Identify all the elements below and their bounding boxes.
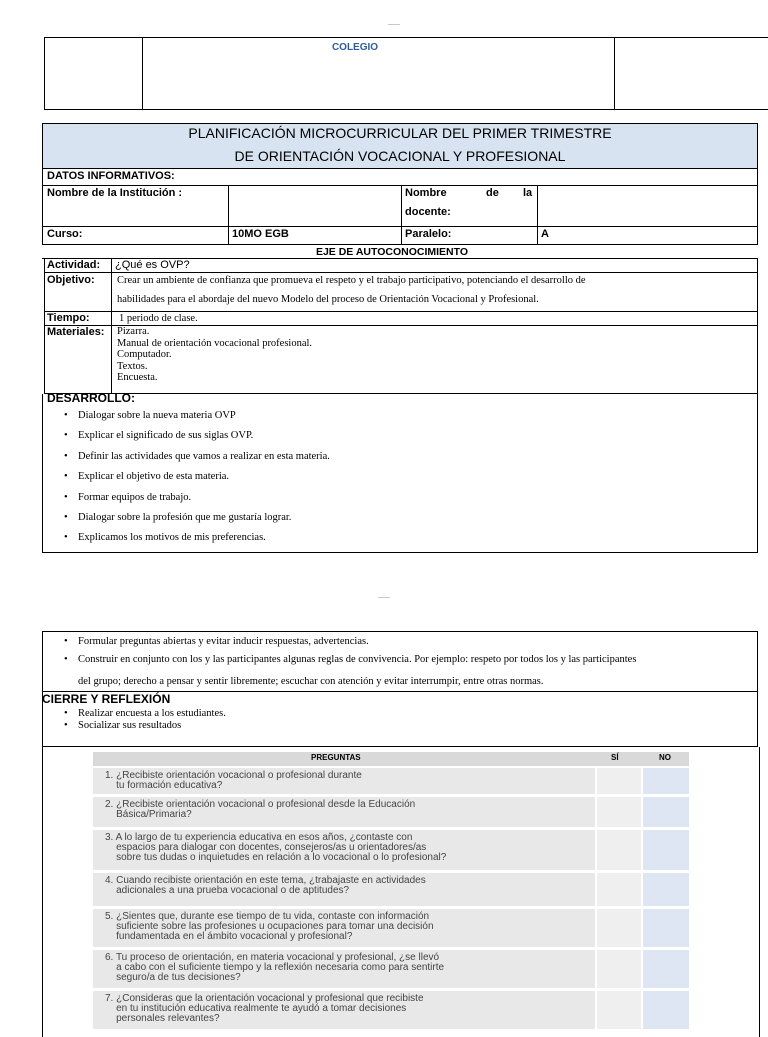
survey-question: 7. ¿Consideras que la orientación vocacional y profesional que recibiste en tu institución educativa realmente te ayudó a tomar decisiones personales relevantes? [105, 993, 424, 1024]
objetivo-line1: Crear un ambiente de confianza que promueva el respeto y el trabajo participativo, potenciando el desarrollo de [117, 275, 586, 286]
materiales-item: Pizarra. [117, 326, 150, 337]
page-separator [388, 24, 400, 25]
cierre-list [58, 708, 226, 732]
answer-no-cell[interactable] [643, 950, 689, 988]
table-row [93, 768, 689, 796]
survey-question: 2. ¿Recibiste orientación vocacional o profesional desde la Educación Básica/Primaria? [105, 799, 416, 820]
col-no: NO [659, 753, 671, 762]
docente-label-nombre: Nombre [405, 187, 447, 199]
answer-si-cell[interactable] [597, 909, 641, 947]
answer-no-cell[interactable] [643, 797, 689, 827]
answer-si-cell[interactable] [597, 950, 641, 988]
cierre-label: CIERRE Y REFLEXIÓN [42, 692, 171, 706]
survey-question: 3. A lo largo de tu experiencia educativa en esos años, ¿contaste con espacios para dialogar con docentes, consejeros/as u orientadores/as sobre tus dudas o inquietudes en relación a lo vocacional o lo profesional? [105, 832, 447, 863]
answer-no-cell[interactable] [643, 830, 689, 870]
curso-value: 10MO EGB [232, 228, 289, 240]
table-row [93, 830, 689, 872]
tiempo-value: 1 periodo de clase. [119, 313, 198, 324]
answer-no-cell[interactable] [643, 873, 689, 906]
institucion-label: Nombre de la Institución : [47, 187, 183, 199]
curso-label: Curso: [47, 228, 83, 240]
table-row [93, 797, 689, 829]
paralelo-label: Paralelo: [405, 228, 452, 240]
plan-title-line1: PLANIFICACIÓN MICROCURRICULAR DEL PRIMER TRIMESTRE [188, 125, 612, 141]
survey-header [93, 752, 689, 766]
answer-si-cell[interactable] [597, 797, 641, 827]
survey-question: 1. ¿Recibiste orientación vocacional o profesional durante tu formación educativa? [105, 770, 362, 791]
paralelo-value: A [541, 228, 549, 240]
page2-list [58, 633, 636, 669]
survey-question: 4. Cuando recibiste orientación en este tema, ¿trabajaste en actividades adicionales a una prueba vocacional o de aptitudes? [105, 875, 426, 896]
materiales-item: Manual de orientación vocacional profesional. [117, 337, 313, 349]
list-item: • Formar equipos de trabajo. [58, 488, 330, 508]
desarrollo-list [58, 406, 330, 549]
list-item: • Dialogar sobre la nueva materia OVP [58, 406, 330, 426]
objetivo-label: Objetivo: [47, 274, 95, 286]
table-row [93, 950, 689, 990]
materiales-item: Textos. [117, 360, 148, 372]
desarrollo-label: DESARROLLO: [47, 391, 135, 405]
materiales-label: Materiales: [47, 326, 105, 338]
answer-si-cell[interactable] [597, 991, 641, 1029]
materiales-item: Encuesta. [117, 372, 158, 383]
list-item: • Definir las actividades que vamos a realizar en esta materia. [58, 447, 330, 467]
materiales-list [117, 326, 312, 384]
answer-no-cell[interactable] [643, 768, 689, 794]
col-preguntas: PREGUNTAS [311, 753, 361, 762]
col-si: SÍ [611, 753, 619, 762]
table-row [93, 873, 689, 908]
eje-title: EJE DE AUTOCONOCIMIENTO [315, 246, 469, 258]
docente-label-docente: docente: [405, 206, 451, 218]
survey-question: 5. ¿Sientes que, durante ese tiempo de tu vida, contaste con información suficiente sobre las profesiones u ocupaciones para tomar una decisión fundamentada en el ámbito vocacional y profesional? [105, 911, 434, 942]
table-row [93, 991, 689, 1031]
datos-informativos-label: DATOS INFORMATIVOS: [47, 170, 175, 182]
page-separator [378, 597, 390, 598]
answer-no-cell[interactable] [643, 909, 689, 947]
school-label: COLEGIO [331, 42, 379, 53]
objetivo-line2: habilidades para el abordaje del nuevo Modelo del proceso de Orientación Vocacional y Profesional. [117, 294, 539, 305]
list-item: • Socializar sus resultados [58, 720, 226, 732]
list-item: • Construir en conjunto con los y las participantes algunas reglas de convivencia. Por ejemplo: respeto por todos los y las participantes [58, 651, 636, 669]
list-item: • Explicar el objetivo de esta materia. [58, 467, 330, 487]
materiales-item: Computador. [117, 349, 172, 360]
list-item: • Realizar encuesta a los estudiantes. [58, 708, 226, 720]
list-item: • Dialogar sobre la profesión que me gustaría lograr. [58, 508, 330, 528]
plan-title-line2: DE ORIENTACIÓN VOCACIONAL Y PROFESIONAL [234, 148, 566, 164]
actividad-label: Actividad: [47, 259, 101, 271]
answer-si-cell[interactable] [597, 873, 641, 906]
docente-label-la: la [523, 187, 533, 199]
docente-label-de: de [486, 187, 499, 199]
list-item: • Explicar el significado de sus siglas OVP. [58, 426, 330, 446]
actividad-value: ¿Qué es OVP? [115, 259, 190, 271]
survey-question: 6. Tu proceso de orientación, en materia vocacional y profesional, ¿se llevó a cabo con el suficiente tiempo y la reflexión necesaria como para sentirte seguro/a de tus decisiones? [105, 952, 445, 983]
list-item: • Explicamos los motivos de mis preferencias. [58, 528, 330, 548]
plan-title-box [42, 123, 758, 169]
tiempo-label: Tiempo: [47, 312, 90, 324]
school-header-table [44, 37, 768, 110]
answer-si-cell[interactable] [597, 768, 641, 794]
answer-si-cell[interactable] [597, 830, 641, 870]
answer-no-cell[interactable] [643, 991, 689, 1029]
list-item: • Formular preguntas abiertas y evitar inducir respuestas, advertencias. [58, 633, 636, 651]
page2-bullet2-continuation: del grupo; derecho a pensar y sentir libremente; escuchar con atención y evitar interrumpir, entre otras normas. [78, 676, 544, 687]
table-row [93, 909, 689, 949]
